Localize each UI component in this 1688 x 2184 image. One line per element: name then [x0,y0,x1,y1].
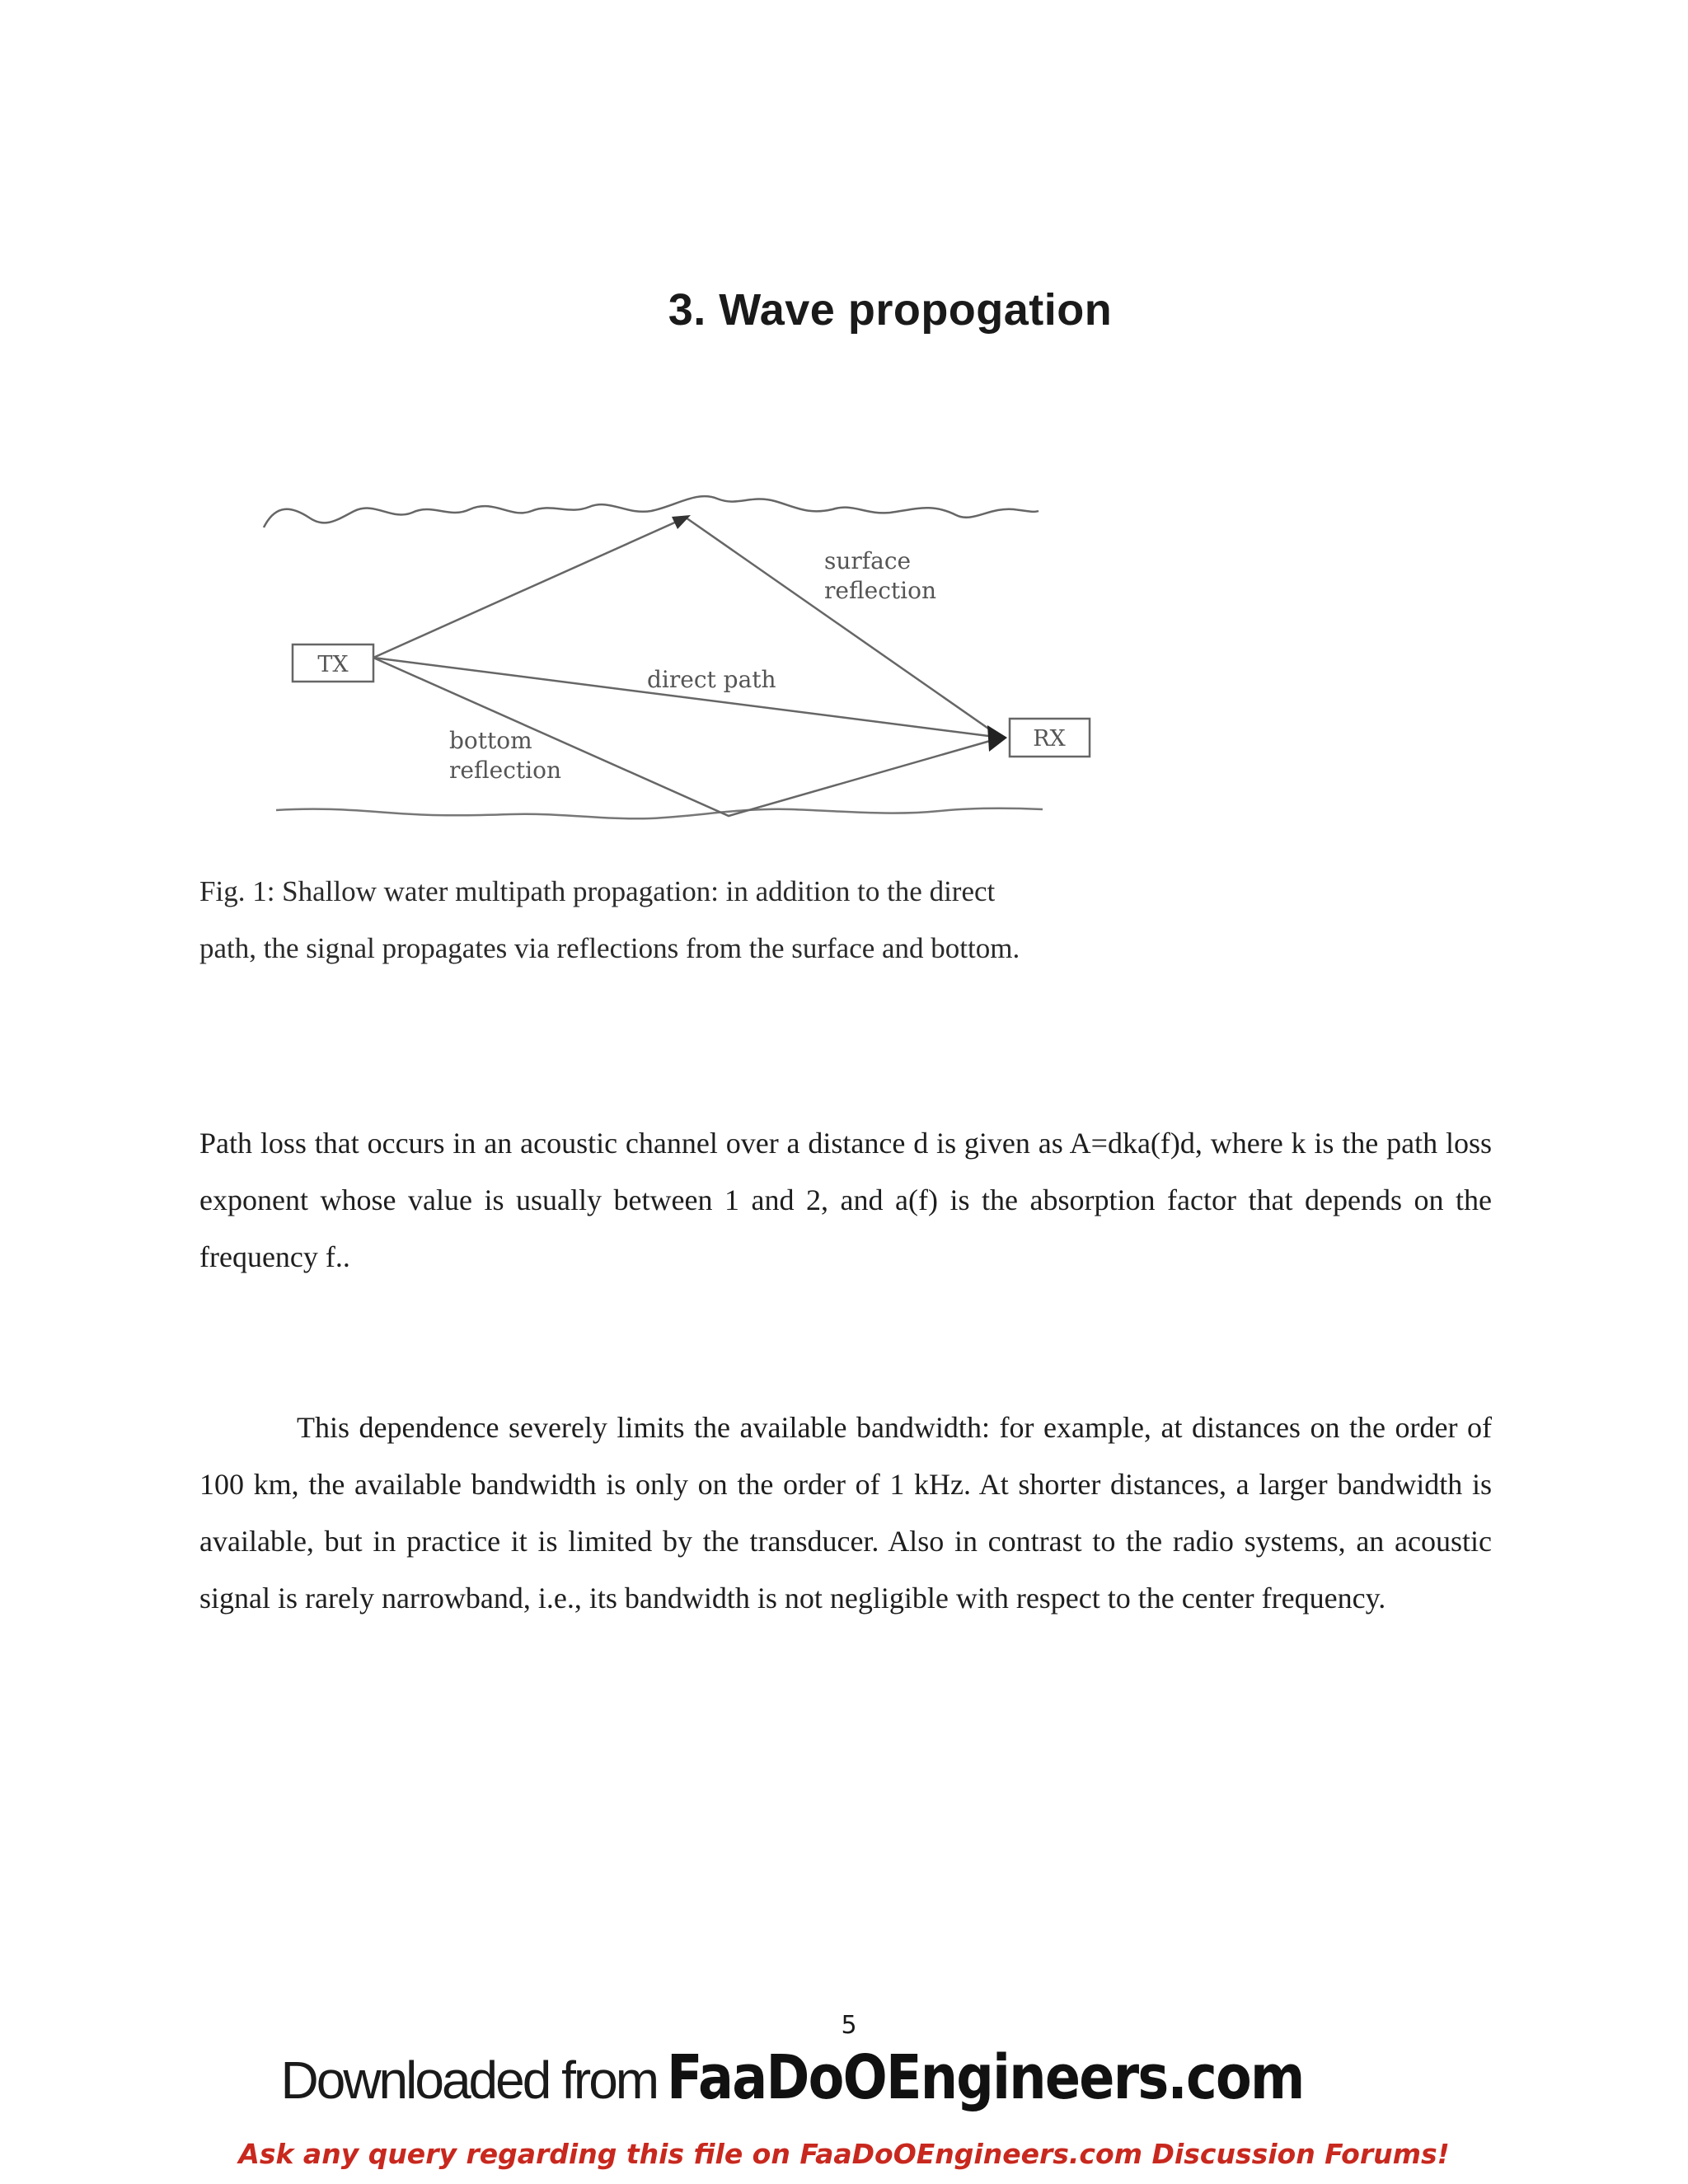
paragraph-bandwidth: This dependence severely limits the available bandwidth: for example, at distances on the order of 100 km, the available bandwidth is only on the order of 1 kHz. At shorter distances, a larger bandwidth is available, but in practice it is limited by the transducer. Also in contrast to the radio systems, an acoustic signal is rarely narrowband, i.e., its bandwidth is not negligible with respect to the center frequency. [199,1411,1492,1615]
rx-label: RX [1033,726,1066,752]
banner-prefix: Downloaded from [280,2050,658,2110]
banner-tagline: Ask any query regarding this file on FaaDoOEngineers.com Discussion Forums! [238,2138,1450,2170]
tx-label: TX [317,652,349,677]
download-banner [0,2042,1688,2113]
direct-path-label: direct path [647,666,776,693]
sea-bottom [276,808,1043,819]
figure-caption [199,863,1189,977]
bottom-label-line1: bottom [449,727,532,754]
banner-brand-logo: FaaDoOEngineers.com [667,2042,1304,2113]
caption-line-1: Fig. 1: Shallow water multipath propagation: in addition to the direct [199,875,996,907]
water-surface [264,496,1039,527]
rx-arrowhead [987,725,1007,752]
bottom-label-line2: reflection [449,757,561,784]
caption-line-2: path, the signal propagates via reflections from the surface and bottom. [199,932,1020,964]
page-title: 3. Wave propogation [668,285,1113,335]
page-number: 5 [841,2011,857,2040]
surface-label-line2: reflection [824,577,936,604]
paragraph-path-loss: Path loss that occurs in an acoustic channel over a distance d is given as A=dka(f)d, where k is the path loss exponent whose value is usually between 1 and 2, and a(f) is the absorption factor that depends on the frequency f.. [199,1127,1492,1273]
surface-arrowhead [672,515,691,529]
multipath-diagram [247,470,1154,849]
surface-label-line1: surface [824,547,912,574]
